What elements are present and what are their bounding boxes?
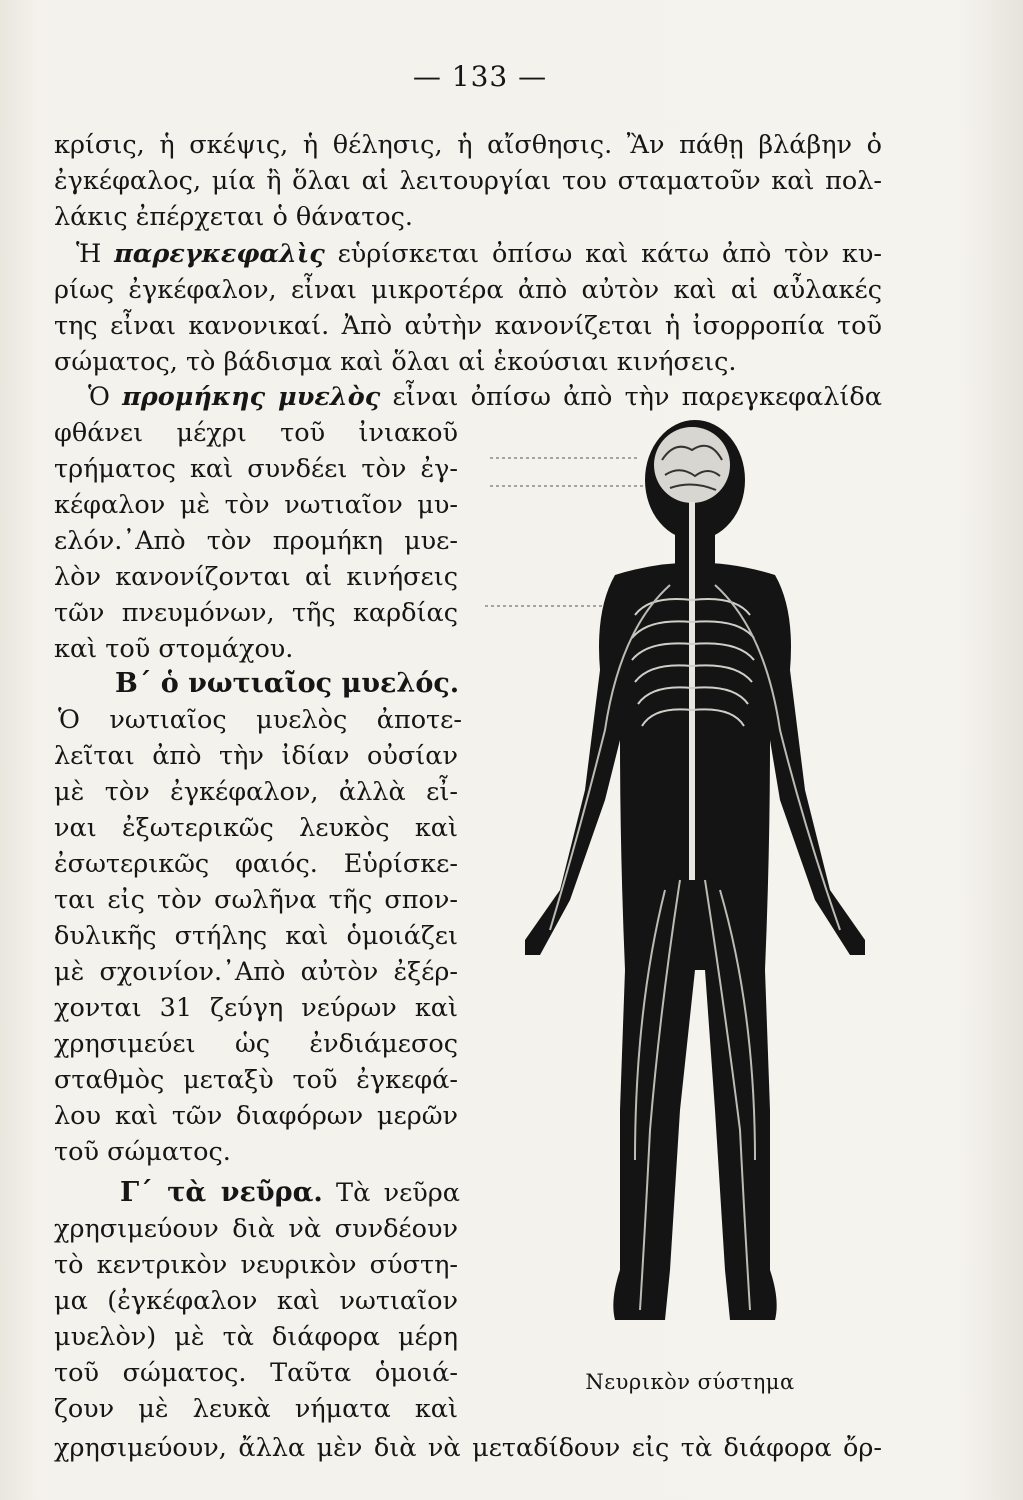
paragraph-cerebellum-line	[54, 237, 882, 271]
text-line: χρησιμεύουν διὰ νὰ συνδέουν	[54, 1214, 458, 1244]
text-line: λάκις ἐπέρχεται ὁ θάνατος.	[54, 202, 414, 232]
text-line: χρησιμεύει ὡς ἐνδιάμεσος	[54, 1029, 458, 1059]
text-line: μὲ τὸν ἐγκέφαλον, ἀλλὰ εἶ-	[54, 777, 458, 807]
paragraph-lead: Ὁ	[88, 382, 123, 412]
text-line: μα (ἐγκέφαλον καὶ νωτιαῖον	[54, 1286, 458, 1316]
section-heading-nerves: Γ΄ τὰ νεῦρα.	[120, 1177, 323, 1208]
text-line: κέφαλον μὲ τὸν νωτιαῖον μυ-	[54, 490, 458, 520]
text-line: δυλικῆς στήλης καὶ ὁμοιάζει	[54, 921, 458, 951]
text-line: μυελὸν) μὲ τὰ διάφορα μέρη	[54, 1322, 458, 1352]
text-line: μὲ σχοινίον.᾿Απὸ αὐτὸν ἐξέρ-	[54, 957, 458, 987]
text-line: φθάνει μέχρι τοῦ ἰνιακοῦ	[54, 418, 458, 448]
section-heading-nerves-line	[120, 1176, 460, 1210]
figure-caption: Νευρικὸν σύστημα	[585, 1370, 795, 1394]
text-line: καὶ τοῦ στομάχου.	[54, 634, 294, 664]
text-line: Ὁ νωτιαῖος μυελὸς ἀποτε-	[58, 705, 462, 735]
text-line: ελόν.᾿Απὸ τὸν προμήκη μυε-	[54, 526, 458, 556]
text-line: τὸ κεντρικὸν νευρικὸν σύστη-	[54, 1250, 458, 1280]
page-number: — 133 —	[412, 60, 548, 93]
text-line: της εἶναι κανονικαί. Ἀπὸ αὐτὴν κανονίζεται ἡ ἰσορροπία τοῦ	[54, 311, 882, 341]
text-line: σταθμὸς μεταξὺ τοῦ ἐγκεφά-	[54, 1065, 458, 1095]
text-line: ναι ἐξωτερικῶς λευκὸς καὶ	[54, 813, 458, 843]
text-line: τρήματος καὶ συνδέει τὸν ἐγ-	[54, 454, 458, 484]
text-line: ἐγκέφαλος, μία ἢ ὅλαι αἱ λειτουργίαι του σταματοῦν καὶ πολ-	[54, 166, 882, 196]
text-line: χονται 31 ζεύγη νεύρων καὶ	[54, 993, 458, 1023]
paragraph-lead: Ἡ	[76, 239, 115, 269]
section-heading-spinal-cord: Β΄ ὁ νωτιαῖος μυελός.	[115, 668, 460, 699]
text-line: ἐσωτερικῶς φαιός. Εὑρίσκε-	[54, 849, 458, 879]
text-line: τοῦ σώματος.	[54, 1137, 231, 1167]
text-span: εἶναι ὀπίσω ἀπὸ τὴν παρεγκεφαλίδα	[380, 382, 882, 412]
term-cerebellum: παρεγκεφαλὶς	[114, 239, 325, 269]
text-line: τῶν πνευμόνων, τῆς καρδίας	[54, 598, 458, 628]
text-line: λὸν κανονίζονται αἱ κινήσεις	[54, 562, 458, 592]
text-line: τοῦ σώματος. Ταῦτα ὁμοιά-	[54, 1358, 458, 1388]
text-line: ται εἰς τὸν σωλῆνα τῆς σπον-	[54, 885, 458, 915]
text-line: λου καὶ τῶν διαφόρων μερῶν	[54, 1101, 458, 1131]
text-span: εὑρίσκεται ὀπίσω καὶ κάτω ἀπὸ τὸν κυ-	[324, 239, 882, 269]
text-line: ρίως ἐγκέφαλον, εἶναι μικροτέρα ἀπὸ αὐτὸν καὶ αἱ αὖλακές	[54, 275, 882, 305]
text-span: Τὰ νεῦρα	[322, 1178, 460, 1208]
text-line: ζουν μὲ λευκὰ νήματα καὶ	[54, 1394, 458, 1424]
paragraph-medulla-line	[54, 380, 882, 414]
text-line: σώματος, τὸ βάδισμα καὶ ὅλαι αἱ ἑκούσιαι κινήσεις.	[54, 347, 737, 377]
text-line: χρησιμεύουν, ἄλλα μὲν διὰ νὰ μεταδίδουν εἰς τὰ διάφορα ὄρ-	[54, 1433, 882, 1463]
text-line: κρίσις, ἡ σκέψις, ἡ θέλησις, ἡ αἴσθησις. Ἂν πάθῃ βλάβην ὁ	[54, 130, 882, 160]
text-line: λεῖται ἀπὸ τὴν ἰδίαν οὐσίαν	[54, 741, 458, 771]
term-medulla: προμήκης μυελὸς	[122, 382, 381, 412]
nervous-system-illustration-icon	[470, 410, 890, 1410]
